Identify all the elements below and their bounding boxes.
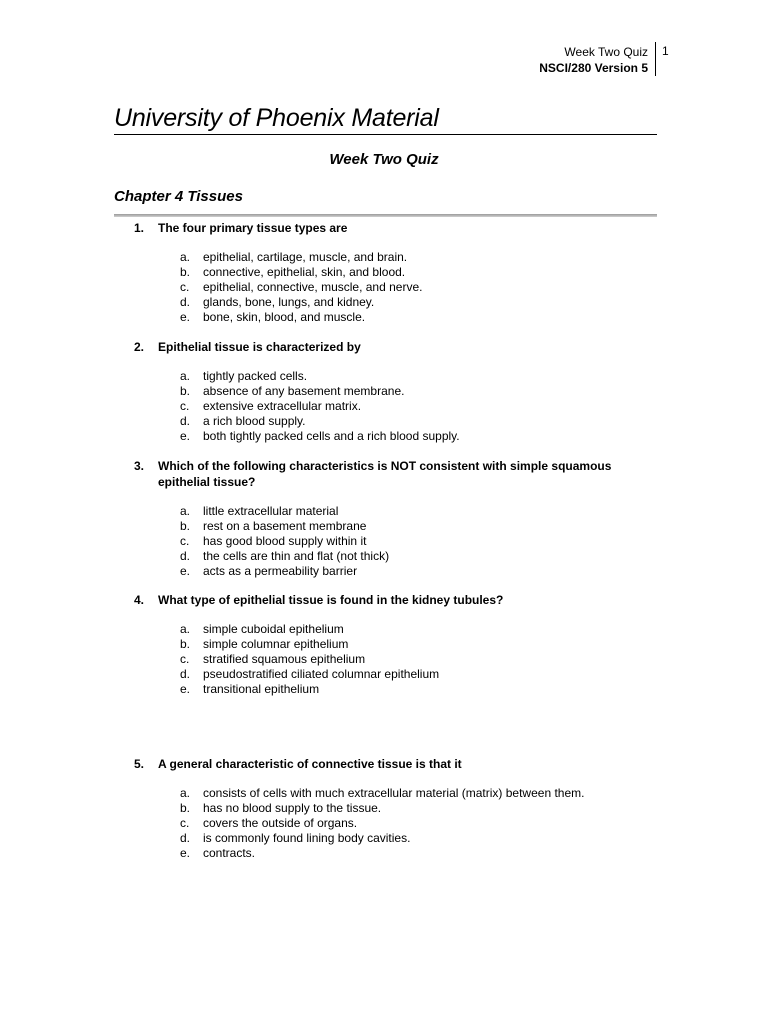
option-e — [0, 564, 768, 579]
option-a — [0, 786, 768, 801]
option-d — [0, 831, 768, 846]
option-letter: b. — [180, 801, 191, 815]
question-number: 1. — [134, 221, 145, 235]
question-number: 2. — [134, 340, 145, 354]
answer-options — [0, 504, 768, 579]
option-letter: d. — [180, 831, 191, 845]
question-text-continued: epithelial tissue? — [158, 475, 256, 489]
option-c — [0, 534, 768, 549]
option-b — [0, 637, 768, 652]
option-text: has good blood supply within it — [203, 534, 367, 548]
question-text: Epithelial tissue is characterized by — [158, 340, 361, 354]
option-e — [0, 310, 768, 325]
question-4 — [0, 592, 768, 697]
title-rule — [114, 134, 657, 135]
option-text: covers the outside of organs. — [203, 816, 358, 830]
option-text: absence of any basement membrane. — [203, 384, 405, 398]
option-e — [0, 846, 768, 861]
option-a — [0, 622, 768, 637]
question-number: 4. — [134, 593, 145, 607]
chapter-heading: Chapter 4 Tissues — [114, 188, 243, 205]
option-text: glands, bone, lungs, and kidney. — [203, 295, 375, 309]
quiz-title: Week Two Quiz — [329, 151, 439, 168]
option-text: tightly packed cells. — [203, 369, 308, 383]
option-letter: a. — [180, 369, 191, 383]
option-letter: b. — [180, 265, 191, 279]
option-d — [0, 295, 768, 310]
option-text: simple cuboidal epithelium — [203, 622, 344, 636]
question-text: A general characteristic of connective tissue is that it — [158, 757, 462, 771]
option-c — [0, 816, 768, 831]
option-text: is commonly found lining body cavities. — [203, 831, 411, 845]
header-divider — [655, 42, 656, 76]
option-text: acts as a permeability barrier — [203, 564, 358, 578]
option-letter: d. — [180, 667, 191, 681]
option-text: a rich blood supply. — [203, 414, 306, 428]
page-number: 1 — [662, 44, 669, 58]
option-letter: d. — [180, 549, 191, 563]
option-d — [0, 549, 768, 564]
option-a — [0, 369, 768, 384]
option-letter: c. — [180, 280, 190, 294]
option-b — [0, 384, 768, 399]
option-text: pseudostratified ciliated columnar epithelium — [203, 667, 440, 681]
option-d — [0, 667, 768, 682]
option-text: rest on a basement membrane — [203, 519, 367, 533]
answer-options — [0, 786, 768, 861]
question-5 — [0, 756, 768, 861]
running-header — [539, 44, 648, 76]
option-text: consists of cells with much extracellular material (matrix) between them. — [203, 786, 585, 800]
option-letter: d. — [180, 295, 191, 309]
option-c — [0, 399, 768, 414]
option-e — [0, 429, 768, 444]
option-letter: a. — [180, 250, 191, 264]
option-text: contracts. — [203, 846, 256, 860]
option-letter: a. — [180, 786, 191, 800]
option-text: extensive extracellular matrix. — [203, 399, 362, 413]
option-c — [0, 280, 768, 295]
question-text: What type of epithelial tissue is found in the kidney tubules? — [158, 593, 504, 607]
question-2 — [0, 339, 768, 444]
option-a — [0, 504, 768, 519]
option-text: epithelial, connective, muscle, and nerve. — [203, 280, 423, 294]
option-text: transitional epithelium — [203, 682, 320, 696]
option-letter: c. — [180, 399, 190, 413]
option-b — [0, 265, 768, 280]
option-text: the cells are thin and flat (not thick) — [203, 549, 390, 563]
option-letter: e. — [180, 564, 191, 578]
option-letter: c. — [180, 652, 190, 666]
header-course-label: NSCI/280 Version 5 — [539, 61, 648, 75]
option-letter: e. — [180, 682, 191, 696]
university-title: University of Phoenix Material — [114, 104, 439, 132]
option-a — [0, 250, 768, 265]
question-number: 3. — [134, 459, 145, 473]
option-letter: b. — [180, 519, 191, 533]
option-text: both tightly packed cells and a rich blood supply. — [203, 429, 460, 443]
question-text: Which of the following characteristics is NOT consistent with simple squamous — [158, 459, 612, 473]
question-1 — [0, 220, 768, 325]
option-d — [0, 414, 768, 429]
option-text: has no blood supply to the tissue. — [203, 801, 382, 815]
option-letter: d. — [180, 414, 191, 428]
answer-options — [0, 369, 768, 444]
option-letter: b. — [180, 384, 191, 398]
option-letter: a. — [180, 504, 191, 518]
option-letter: c. — [180, 816, 190, 830]
option-letter: e. — [180, 429, 191, 443]
answer-options — [0, 622, 768, 697]
option-c — [0, 652, 768, 667]
question-text: The four primary tissue types are — [158, 221, 348, 235]
option-text: simple columnar epithelium — [203, 637, 349, 651]
chapter-rule — [114, 214, 657, 217]
question-number: 5. — [134, 757, 145, 771]
option-letter: e. — [180, 310, 191, 324]
option-b — [0, 519, 768, 534]
option-letter: a. — [180, 622, 191, 636]
option-b — [0, 801, 768, 816]
option-letter: b. — [180, 637, 191, 651]
header-quiz-label: Week Two Quiz — [564, 45, 648, 59]
option-text: connective, epithelial, skin, and blood. — [203, 265, 406, 279]
option-text: little extracellular material — [203, 504, 339, 518]
option-text: epithelial, cartilage, muscle, and brain. — [203, 250, 408, 264]
question-3 — [0, 458, 768, 579]
option-text: stratified squamous epithelium — [203, 652, 366, 666]
option-letter: e. — [180, 846, 191, 860]
option-letter: c. — [180, 534, 190, 548]
option-e — [0, 682, 768, 697]
answer-options — [0, 250, 768, 325]
option-text: bone, skin, blood, and muscle. — [203, 310, 366, 324]
